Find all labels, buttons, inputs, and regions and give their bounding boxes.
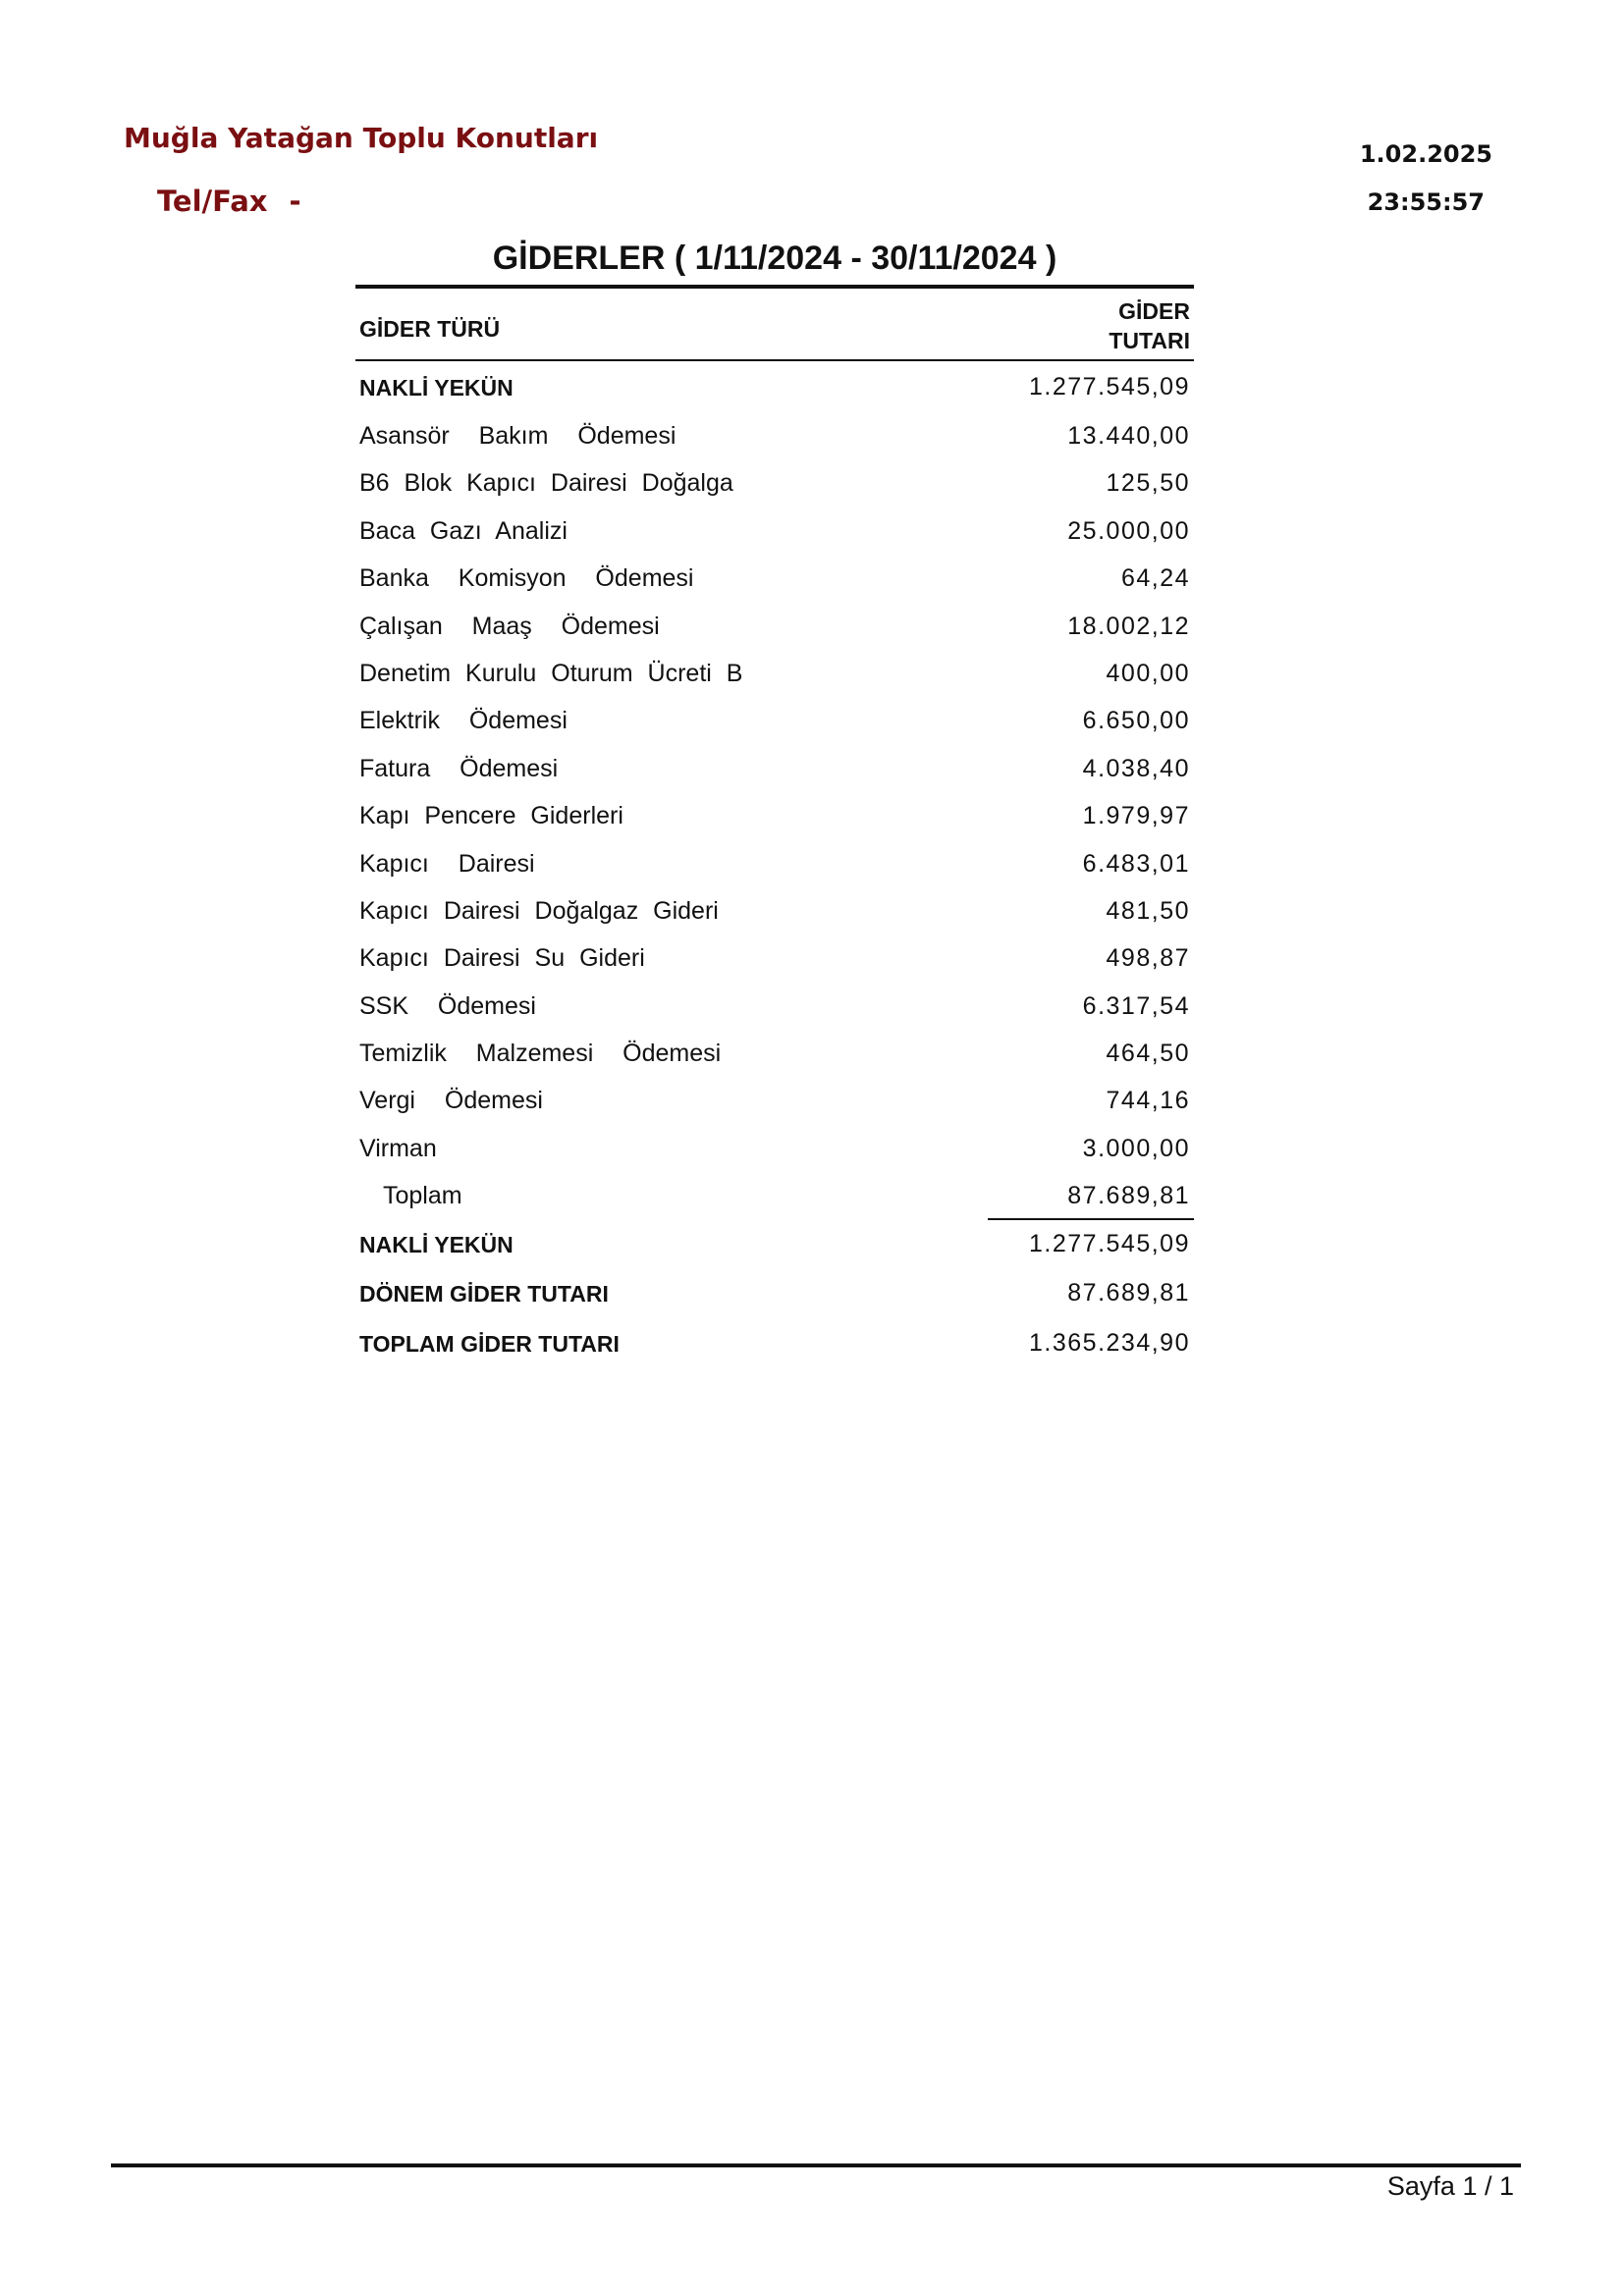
expense-row xyxy=(355,1028,1194,1075)
expense-label: Banka Komisyon Ödemesi xyxy=(359,564,694,593)
expense-label: Asansör Bakım Ödemesi xyxy=(359,422,677,450)
carry-forward-row xyxy=(355,361,1194,410)
organization-name: Muğla Yatağan Toplu Konutları xyxy=(124,122,599,154)
expense-amount: 6.483,01 xyxy=(1082,849,1190,878)
expense-label: Çalışan Maaş Ödemesi xyxy=(359,612,660,640)
expense-amount: 64,24 xyxy=(1120,564,1190,593)
expense-amount: 125,50 xyxy=(1106,469,1190,498)
expense-amount: 3.000,00 xyxy=(1082,1134,1190,1162)
table-header xyxy=(355,289,1194,361)
expense-row xyxy=(355,1123,1194,1170)
expense-row xyxy=(355,933,1194,980)
telfax-value: - xyxy=(289,185,301,218)
expense-amount: 6.650,00 xyxy=(1082,707,1190,735)
expense-amount: 1.979,97 xyxy=(1082,802,1190,830)
column-header-amount-line1: GİDER xyxy=(1118,298,1190,324)
expense-row xyxy=(355,981,1194,1028)
carry-forward-amount: 1.277.545,09 xyxy=(1029,373,1190,400)
expense-amount: 498,87 xyxy=(1106,944,1190,973)
expense-label: Denetim Kurulu Oturum Ücreti B xyxy=(359,659,743,687)
column-header-type: GİDER TÜRÜ xyxy=(359,316,501,342)
expense-amount: 464,50 xyxy=(1106,1040,1190,1068)
carry-forward-label: NAKLİ YEKÜN xyxy=(359,375,514,400)
report-title-text: GİDERLER ( 1/11/2024 - 30/11/2024 ) xyxy=(492,240,1057,277)
expense-row xyxy=(355,506,1194,553)
period-total-row xyxy=(355,1267,1194,1317)
grand-total-amount: 1.365.234,90 xyxy=(1029,1328,1190,1357)
subtotal-label: Toplam xyxy=(383,1182,462,1210)
expense-amount: 13.440,00 xyxy=(1067,422,1190,450)
expense-row xyxy=(355,457,1194,505)
report-title xyxy=(355,240,1194,278)
expense-amount: 25.000,00 xyxy=(1067,516,1190,545)
expense-label: SSK Ödemesi xyxy=(359,991,536,1020)
page-number: Sayfa 1 / 1 xyxy=(1386,2171,1514,2201)
expense-label: Vergi Ödemesi xyxy=(359,1087,543,1115)
subtotal-amount: 87.689,81 xyxy=(1067,1182,1190,1210)
expense-amount: 6.317,54 xyxy=(1082,991,1190,1020)
expense-label: Kapıcı Dairesi xyxy=(359,849,535,878)
column-header-amount xyxy=(1109,296,1190,355)
expense-label: Kapıcı Dairesi Doğalgaz Gideri xyxy=(359,896,719,925)
expense-items xyxy=(355,410,1194,1170)
expense-amount: 400,00 xyxy=(1106,659,1190,687)
expense-label: Fatura Ödemesi xyxy=(359,754,559,782)
summary-carry-row xyxy=(355,1218,1194,1267)
expense-row xyxy=(355,790,1194,837)
expense-row xyxy=(355,743,1194,790)
subtotal-row xyxy=(355,1170,1194,1217)
summary-carry-amount: 1.277.545,09 xyxy=(1029,1229,1190,1257)
period-total-label: DÖNEM GİDER TUTARI xyxy=(359,1280,609,1307)
expense-amount: 18.002,12 xyxy=(1067,612,1190,640)
grand-total-row xyxy=(355,1317,1194,1367)
expense-amount: 744,16 xyxy=(1106,1087,1190,1115)
telfax-label: Tel/Fax xyxy=(157,185,268,218)
expense-row xyxy=(355,885,1194,933)
expense-table xyxy=(355,285,1194,1367)
expense-row xyxy=(355,695,1194,742)
expense-label: Virman xyxy=(359,1134,437,1162)
expense-label: Temizlik Malzemesi Ödemesi xyxy=(359,1040,722,1068)
summary-carry-label: NAKLİ YEKÜN xyxy=(359,1231,514,1257)
period-total-amount: 87.689,81 xyxy=(1067,1278,1190,1307)
expense-label: Kapı Pencere Giderleri xyxy=(359,802,623,830)
column-header-amount-line2: TUTARI xyxy=(1109,328,1190,353)
expense-row xyxy=(355,838,1194,885)
expense-label: Elektrik Ödemesi xyxy=(359,707,568,735)
expense-label: B6 Blok Kapıcı Dairesi Doğalga xyxy=(359,469,733,498)
expense-amount: 4.038,40 xyxy=(1082,754,1190,782)
telfax-line xyxy=(157,185,301,218)
expense-row xyxy=(355,553,1194,600)
expense-row xyxy=(355,410,1194,457)
expense-amount: 481,50 xyxy=(1106,896,1190,925)
expense-row xyxy=(355,601,1194,648)
report-date: 1.02.2025 xyxy=(1359,140,1492,168)
footer-rule xyxy=(111,2163,1521,2167)
expense-row xyxy=(355,1075,1194,1122)
grand-total-label: TOPLAM GİDER TUTARI xyxy=(359,1330,620,1357)
expense-row xyxy=(355,648,1194,695)
expense-label: Baca Gazı Analizi xyxy=(359,516,568,545)
report-time: 23:55:57 xyxy=(1367,188,1485,216)
expense-label: Kapıcı Dairesi Su Gideri xyxy=(359,944,645,973)
